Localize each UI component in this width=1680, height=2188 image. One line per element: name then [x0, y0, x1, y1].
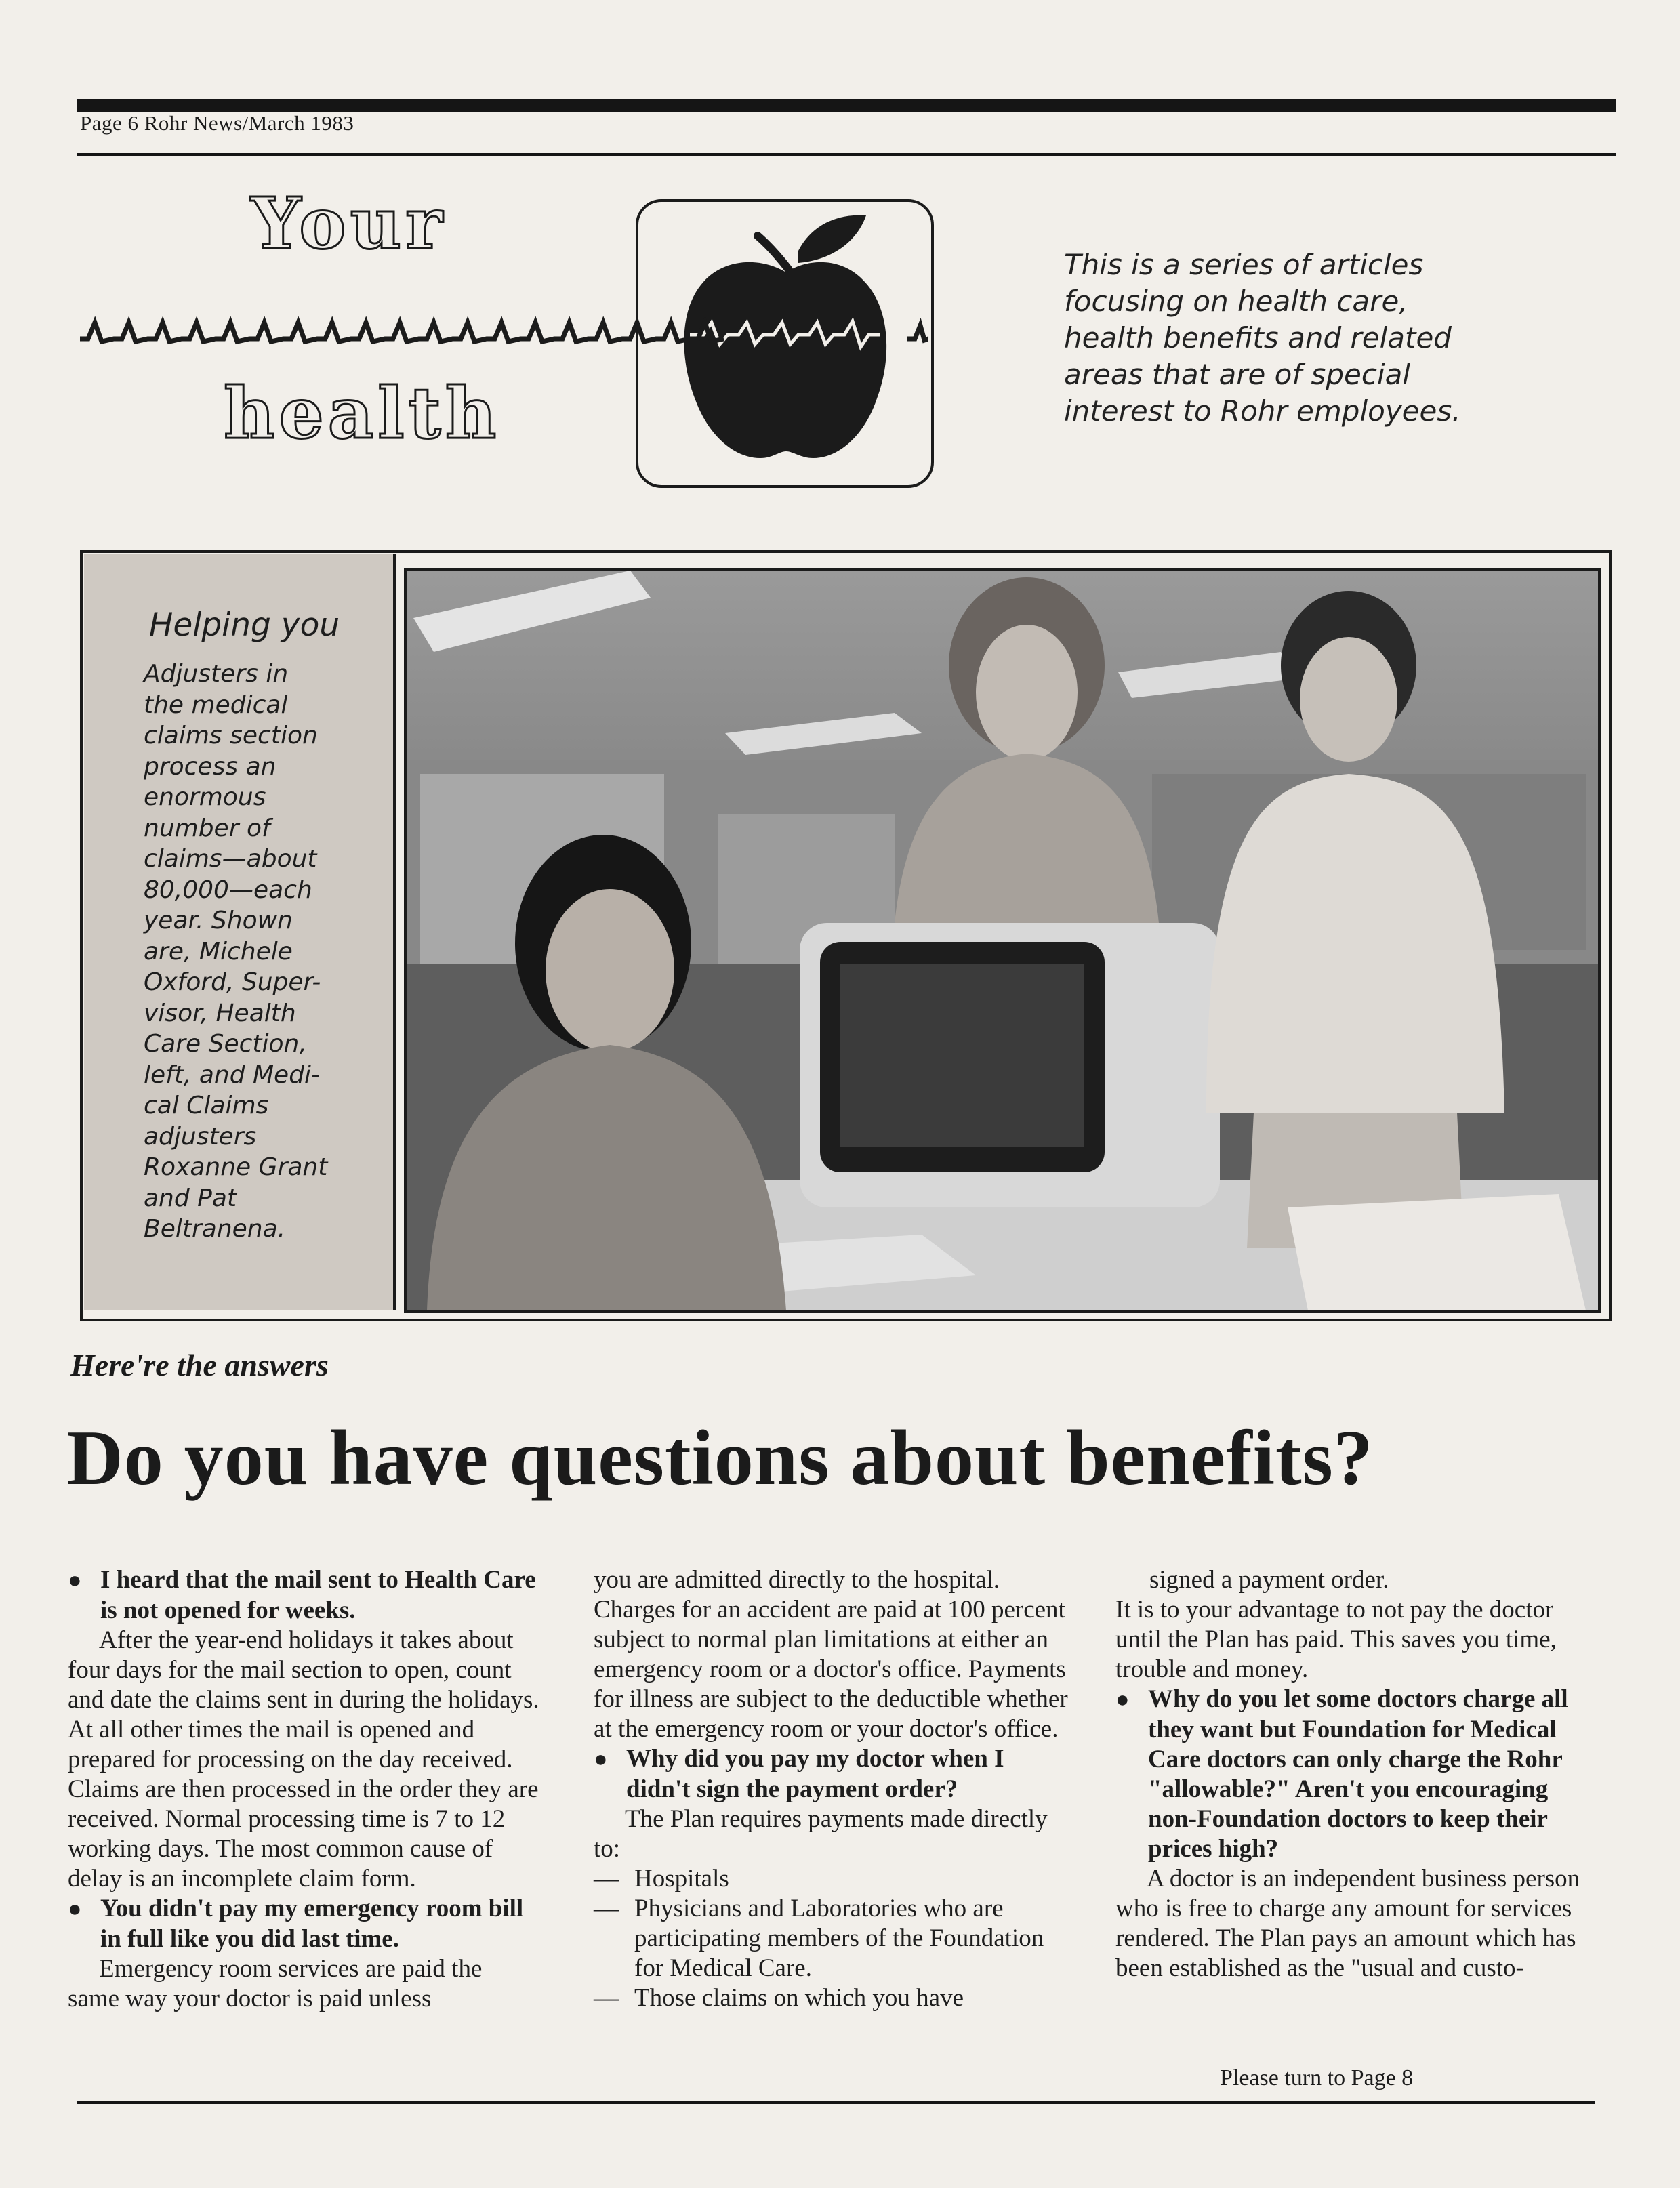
heartbeat-line-icon: [80, 298, 928, 366]
office-photo: [404, 568, 1601, 1313]
caption-title: Helping you: [149, 606, 340, 644]
article-headline: Do you have questions about benefits?: [66, 1415, 1374, 1502]
caption-text: Adjusters in the medical claims section process an enormous number of claims—about 80,000—each year. Shown are, Michele Oxford, Super- visor, Health Care Section, left, and Medi- cal Claims adjusters Roxanne Grant and Pat Beltranena.: [144, 660, 328, 1243]
series-intro: This is a series of articles focusing on health care, health benefits and related areas that are of special interest to Rohr employees.: [1064, 248, 1461, 428]
question-payment-order: ● Why did you pay my doctor when I didn't sign the payment order?: [594, 1745, 1004, 1803]
question-doctor-charges: ● Why do you let some doctors charge all they want but Foundation for Medical Care doctors can only charge the Rohr "allowable?" Aren't you encouraging non-Foundation doctors to keep their prices high?: [1115, 1685, 1568, 1863]
logo-word-your: Your: [251, 182, 447, 265]
answer-doctor-charges: A doctor is an independent business person who is free to charge any amount for services rendered. The Plan pays an amount which has been established as the "usual and custo-: [1115, 1865, 1580, 1982]
answer-mail: After the year-end holidays it takes about four days for the mail section to open, count and date the claims sent in during the holidays. At all other times the mail is opened and prepared for processing on the day received. Claims are then processed in the order they are received. Normal processing time is 7 to 12 working days. The most common cause of delay is an incomplete claim form.: [68, 1626, 539, 1893]
list-item: — Those claims on which you have: [594, 1984, 964, 2012]
bullet-icon: ●: [68, 1897, 82, 1922]
answer-emergency-room: Emergency room services are paid the same way your doctor is paid unless: [68, 1955, 483, 2012]
header-rule: [77, 153, 1616, 156]
bottom-rule: [77, 2101, 1595, 2104]
article-column-2: [594, 1565, 1072, 2013]
logo-word-health: health: [224, 371, 501, 455]
article-column-3: [1115, 1565, 1594, 1983]
page-folio: Page 6 Rohr News/March 1983: [80, 111, 354, 135]
bullet-icon: ●: [594, 1747, 608, 1772]
bullet-icon: ●: [68, 1568, 82, 1593]
bullet-icon: ●: [1115, 1687, 1130, 1712]
top-rule: [77, 99, 1616, 112]
answer-payment-order: The Plan requires payments made directly to:: [594, 1805, 1048, 1863]
question-mail: ● I heard that the mail sent to Health Care is not opened for weeks.: [68, 1566, 536, 1624]
answer-emergency-room-continued: you are admitted directly to the hospital. Charges for an accident are paid at 100 percent subject to normal plan limitations at either an emergency room or a doctor's office. Payments for illness are subject to the deductible whether at the emergency room or your doctor's office.: [594, 1566, 1068, 1743]
list-item-continued: signed a payment order.: [1149, 1566, 1389, 1594]
office-photo-illustration: [407, 571, 1598, 1310]
article-kicker: Here're the answers: [70, 1348, 329, 1382]
list-item: — Physicians and Laboratories who are participating members of the Foundation for Medical Care.: [594, 1895, 1044, 1982]
continued-jump-line: Please turn to Page 8: [1220, 2065, 1414, 2090]
article-column-1: [68, 1565, 539, 2014]
answer-payment-order-end: It is to your advantage to not pay the doctor until the Plan has paid. This saves you time, trouble and money.: [1115, 1596, 1557, 1683]
question-emergency-room: ● You didn't pay my emergency room bill in full like you did last time.: [68, 1895, 524, 1953]
list-item: — Hospitals: [594, 1865, 729, 1893]
